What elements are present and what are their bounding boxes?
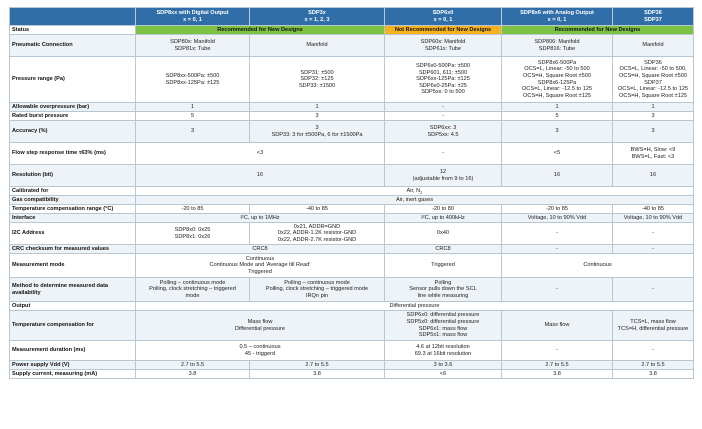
cell: - (613, 341, 694, 361)
cell: Polling Sensor pulls down the SCL line while measuring (385, 278, 502, 302)
row-flow-step (10, 143, 694, 165)
header-sdp3x: SDP3x x = 1, 2, 3 (250, 8, 385, 26)
cell: Continuous (502, 254, 694, 278)
cell: 1 (250, 103, 385, 112)
header-sdp8x6-analog: SDP8x6 with Analog Output x = 0, 1 (502, 8, 613, 26)
row-measurement-mode (10, 254, 694, 278)
cell: 12 (adjustable from 9 to 16) (385, 165, 502, 187)
row-resolution (10, 165, 694, 187)
cell: Triggered (385, 254, 502, 278)
cell: Continuous Continuous Mode and 'Average till Read' Triggered (136, 254, 385, 278)
cell: - (613, 223, 694, 245)
cell: 3 (502, 121, 613, 143)
row-label: Power supply Vdd (V) (10, 361, 136, 370)
cell: <6 (385, 370, 502, 379)
row-label: Accuracy (%) (10, 121, 136, 143)
cell: Manifold (613, 35, 694, 57)
row-label: CRC checksum for measured values (10, 245, 136, 254)
cell: 3.8 (250, 370, 385, 379)
cell: -40 to 85 (613, 205, 694, 214)
cell: 5 (502, 112, 613, 121)
cell: 0x21, ADDR=GND 0x22, ADDR-1.2K resistor-GND 0x22, ADDR-2.7K resistor-GND (250, 223, 385, 245)
cell: <5 (502, 143, 613, 165)
cell: TCS=L, mass flow TCS=H, differential pressure (613, 311, 694, 341)
row-interface (10, 214, 694, 223)
cell: 16 (136, 165, 385, 187)
header-row (10, 8, 694, 26)
cell: SDP6xx: 3 SDP5xx: 4.5 (385, 121, 502, 143)
cell: 2.7 to 5.5 (502, 361, 613, 370)
cell: 2.7 to 5.5 (136, 361, 250, 370)
header-sdp36-37: SDP36 SDP37 (613, 8, 694, 26)
cell: SDP6x0-500Pa: ±500 SDP601, 611: ±500 SDP6xx-125Pa: ±125 SDP6x0-25Pa: ±25 SDP5xx: 0 to 500 (385, 57, 502, 103)
cell: 0x40 (385, 223, 502, 245)
row-output (10, 302, 694, 311)
sensor-comparison-table (9, 7, 694, 379)
cell: CRC8 (136, 245, 385, 254)
cell: 4.6 at 12bit resolution 69.3 at 16bit resolution (385, 341, 502, 361)
row-label: Pneumatic Connection (10, 35, 136, 57)
row-label: Flow step response time τ63% (ms) (10, 143, 136, 165)
row-crc (10, 245, 694, 254)
cell: 3 (613, 112, 694, 121)
row-label: Gas compatibility (10, 196, 136, 205)
cell: I²C, up to 1MHz (136, 214, 385, 223)
cell: Voltage, 10 to 90% Vdd (502, 214, 613, 223)
row-measurement-duration (10, 341, 694, 361)
row-label: Output (10, 302, 136, 311)
row-label: Temperature compensation for (10, 311, 136, 341)
cell: 1 (613, 103, 694, 112)
row-pressure-range (10, 57, 694, 103)
cell: I²C, up to 400kHz (385, 214, 502, 223)
cell: - (502, 245, 613, 254)
row-label: Pressure range (Pa) (10, 57, 136, 103)
cell: SDP6x0: differential pressure SDP5x0: differential pressure SDP6x1: mass flow SDP5x1: mass flow (385, 311, 502, 341)
cell: Differential pressure (136, 302, 694, 311)
cell: Polling – continuous mode Polling, clock stretching – triggered mode (136, 278, 250, 302)
row-temp-range (10, 205, 694, 214)
row-supply-current (10, 370, 694, 379)
cell: -40 to 85 (250, 205, 385, 214)
cell: - (385, 103, 502, 112)
cell: -20 to 85 (502, 205, 613, 214)
cell: Mass flow Differential pressure (136, 311, 385, 341)
cell: 16 (502, 165, 613, 187)
row-burst (10, 112, 694, 121)
cell: 5 (136, 112, 250, 121)
cell: - (385, 112, 502, 121)
status-badge-recommended: Recommended for New Designs (502, 26, 694, 35)
cell: Polling – continuous mode Polling, clock stretching – triggered mode IRQn pin (250, 278, 385, 302)
row-overpressure (10, 103, 694, 112)
cell: SDP31: ±500 SDP32: ±125 SDP33: ±1500 (250, 57, 385, 103)
row-power-supply (10, 361, 694, 370)
row-label: Interface (10, 214, 136, 223)
cell: - (502, 278, 613, 302)
cell: 16 (613, 165, 694, 187)
status-badge-not-recommended: Not Recommended for New Designs (385, 26, 502, 35)
cell: Air, inert gases (136, 196, 694, 205)
row-label: Supply current, measuring (mA) (10, 370, 136, 379)
cell: 1 (502, 103, 613, 112)
header-sdp6x0: SDP6x0 x = 0, 1 (385, 8, 502, 26)
header-sdp8xx-digital: SDP8xx with Digital Output x = 0, 1 (136, 8, 250, 26)
cell: 2.7 to 5.5 (250, 361, 385, 370)
cell: BWS=H, Slow: <9 BWS=L, Fast: <3 (613, 143, 694, 165)
cell: - (502, 341, 613, 361)
cell: - (613, 278, 694, 302)
row-temp-compensation (10, 311, 694, 341)
status-badge-recommended: Recommended for New Designs (136, 26, 385, 35)
cell: 2.7 to 5.5 (613, 361, 694, 370)
cell: 3 SDP33: 3 for ±500Pa, 6 for ±1500Pa (250, 121, 385, 143)
row-label: Calibrated for (10, 187, 136, 196)
row-label: Rated burst pressure (10, 112, 136, 121)
cell: - (613, 245, 694, 254)
row-label: Status (10, 26, 136, 35)
cell: 3 (136, 121, 250, 143)
row-status (10, 26, 694, 35)
row-data-availability (10, 278, 694, 302)
cell: Mass flow (502, 311, 613, 341)
cell: <3 (136, 143, 385, 165)
cell: - (385, 143, 502, 165)
cell: SDP36 OCS=L, Linear: -50 to 500, OCS=H, Square Root ±500 SDP37 OCS=L, Linear: -12.5 to 125 OCS=H, Square Root ±125 (613, 57, 694, 103)
cell: 3.8 (502, 370, 613, 379)
cell: 0.5 – continuous 45 - triggerd (136, 341, 385, 361)
row-pneumatic (10, 35, 694, 57)
cell: -20 to 85 (136, 205, 250, 214)
row-i2c-address (10, 223, 694, 245)
header-corner (10, 8, 136, 26)
cell: - (502, 223, 613, 245)
cell: Air, $N_2$ (136, 187, 694, 196)
cell: 3.8 (613, 370, 694, 379)
row-label: Method to determine measured data availability (10, 278, 136, 302)
cell: 3 to 3.6 (385, 361, 502, 370)
cell: 3 (613, 121, 694, 143)
cell: 3.8 (136, 370, 250, 379)
cell: -20 to 80 (385, 205, 502, 214)
row-label: I2C Address (10, 223, 136, 245)
cell: SDP80x: Manifold SDP81x: Tube (136, 35, 250, 57)
cell: SDP60x: Manifold SDP61x: Tube (385, 35, 502, 57)
row-label: Measurement duration (ms) (10, 341, 136, 361)
cell: Voltage, 10 to 90% Vdd (613, 214, 694, 223)
cell: 1 (136, 103, 250, 112)
cell: SDP8xx-500Pa: ±500 SDP8xx-125Pa: ±125 (136, 57, 250, 103)
row-accuracy (10, 121, 694, 143)
cell: CRC8 (385, 245, 502, 254)
cell: SDP806: Manifold SDP816: Tube (502, 35, 613, 57)
cell: SDP8x6-500Pa OCS=L, Linear: -50 to 500 OCS=H, Square Root ±500 SDP8x6-125Pa OCS=L, Linear: -12.5 to 125 OCS=H, Square Root ±125 (502, 57, 613, 103)
cell: Manifold (250, 35, 385, 57)
row-label: Allowable overpressure (bar) (10, 103, 136, 112)
cell: 3 (250, 112, 385, 121)
row-label: Resolution (bit) (10, 165, 136, 187)
cell: SDP8x0: 0x25 SDP8x1: 0x26 (136, 223, 250, 245)
row-label: Temperature compensation range (°C) (10, 205, 136, 214)
row-calibrated (10, 187, 694, 196)
row-gas (10, 196, 694, 205)
row-label: Measurement mode (10, 254, 136, 278)
